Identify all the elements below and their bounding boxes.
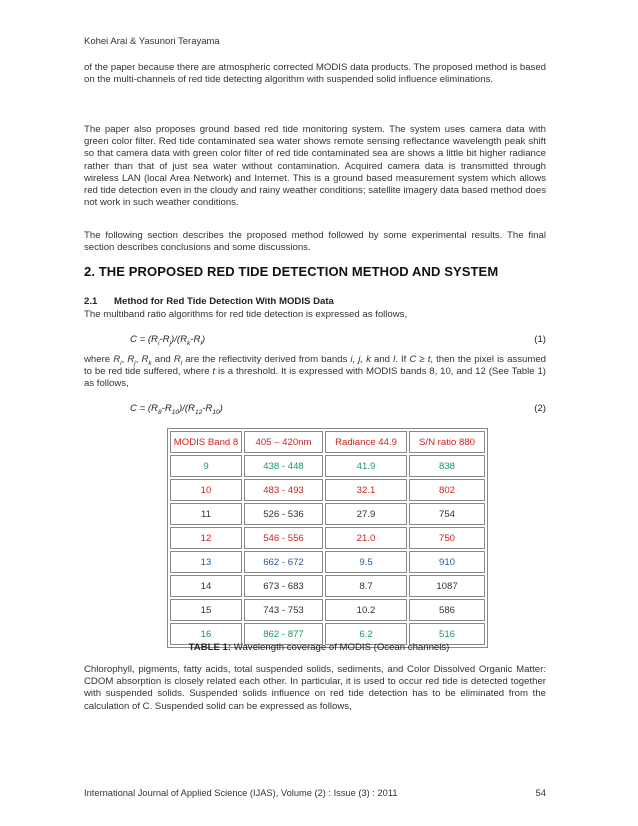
table-cell-range: 662 - 672 [244,551,323,573]
table-cell-sn: S/N ratio 880 [409,431,485,453]
paragraph-2: The paper also proposes ground based red tide monitoring system. The system uses camera data with green color filter. Red tide contaminated sea water shows remote sensing reflectance wavelength peak shift so that camera data with green color filter of red tide contaminated sea are shows a little bit higher radiance rather than that of just sea water without contamination. Acquired camera data is transmitted through wireless LAN (local Area Network) and Internet. This is a ground based measurement system which allows red tide detection even in the cloudy and rainy weather conditions; satellite imagery data based method does not work in such weather conditions. [84,124,546,209]
table-cell-radiance: Radiance 44.9 [325,431,407,453]
table-row [170,479,485,501]
table-cell-radiance: 10.2 [325,599,407,621]
table-cell-range: 743 - 753 [244,599,323,621]
paragraph-3: The following section describes the proposed method followed by some experimental results. The final section describes conclusions and some discussions. [84,230,546,254]
table-row [170,503,485,525]
table-cell-radiance: 8.7 [325,575,407,597]
table-cell-radiance: 21.0 [325,527,407,549]
table-row [170,455,485,477]
table-cell-range: 483 - 493 [244,479,323,501]
table-cell-range: 673 - 683 [244,575,323,597]
table-cell-sn: 516 [409,623,485,645]
table-cell-band: 12 [170,527,242,549]
table-cell-range: 405 – 420nm [244,431,323,453]
intro-equation-text: The multiband ratio algorithms for red tide detection is expressed as follows, [84,309,408,320]
table-cell-band: 15 [170,599,242,621]
table-cell-range: 526 - 536 [244,503,323,525]
subsection-number: 2.1 [84,296,98,307]
table-cell-range: 546 - 556 [244,527,323,549]
table-cell-radiance: 41.9 [325,455,407,477]
table-cell-sn: 910 [409,551,485,573]
table-cell-radiance: 9.5 [325,551,407,573]
table-cell-range: 438 - 448 [244,455,323,477]
paragraph-1: of the paper because there are atmospheric corrected MODIS data products. The proposed method is based on the multi-channels of red tide detecting algorithm with suspended solid influence eliminations. [84,62,546,86]
table-cell-sn: 838 [409,455,485,477]
table-cell-sn: 802 [409,479,485,501]
table-cell-band: 13 [170,551,242,573]
equation-1: $C = (R_i-R_j)/(R_k-R_l)$ (1) [130,334,546,347]
subsection-heading [84,296,334,307]
table-cell-sn: 1087 [409,575,485,597]
table-cell-band: 10 [170,479,242,501]
table-cell-sn: 750 [409,527,485,549]
equation-1-number: (1) [534,334,546,345]
table-row [170,599,485,621]
equation-2-number: (2) [534,403,546,414]
page-footer [84,788,546,798]
table-cell-band: 16 [170,623,242,645]
modis-table [167,428,488,648]
table-cell-sn: 754 [409,503,485,525]
table-cell-band: 11 [170,503,242,525]
section-heading: 2. THE PROPOSED RED TIDE DETECTION METHOD AND SYSTEM [84,264,499,279]
table-cell-band: 9 [170,455,242,477]
where-paragraph: where $R_i$, $R_j$, $R_k$ and $R_l$ are the reflectivity derived from bands i, j, k and l. If C ≥ t, then the pixel is assumed to be red tide suffered, where t is a threshold. It is expressed with MODIS bands 8, 10, and 12 (See Table 1) as follows, [84,354,546,390]
table-row [170,431,485,453]
table-cell-range: 862 - 877 [244,623,323,645]
table-row [170,527,485,549]
table-cell-radiance: 32.1 [325,479,407,501]
table-cell-band: 14 [170,575,242,597]
footer-journal: International Journal of Applied Science (IJAS), Volume (2) : Issue (3) : 2011 [84,788,398,798]
table-cell-radiance: 6.2 [325,623,407,645]
table-cell-sn: 586 [409,599,485,621]
table-row [170,551,485,573]
page-number: 54 [535,788,546,798]
subsection-title: Method for Red Tide Detection With MODIS Data [114,296,334,307]
paragraph-4: Chlorophyll, pigments, fatty acids, total suspended solids, sediments, and Color Dissolved Organic Matter: CDOM absorption is closely related each other. In particular, it is used to occur red tide is detected together with suspended solids. Suspended solids influence on red tide detection has to be eliminated from the calculation of C. Suspended solid can be expressed as follows, [84,664,546,712]
equation-2: $C = (R_8-R_{10})/(R_{12}-R_{10})$ (2) [130,403,546,416]
table-row [170,575,485,597]
table-caption: TABLE 1: Wavelength coverage of MODIS (Ocean channels) [188,642,450,653]
table-cell-radiance: 27.9 [325,503,407,525]
running-head: Kohei Arai & Yasunori Terayama [84,36,220,47]
table-cell-band: MODIS Band 8 [170,431,242,453]
